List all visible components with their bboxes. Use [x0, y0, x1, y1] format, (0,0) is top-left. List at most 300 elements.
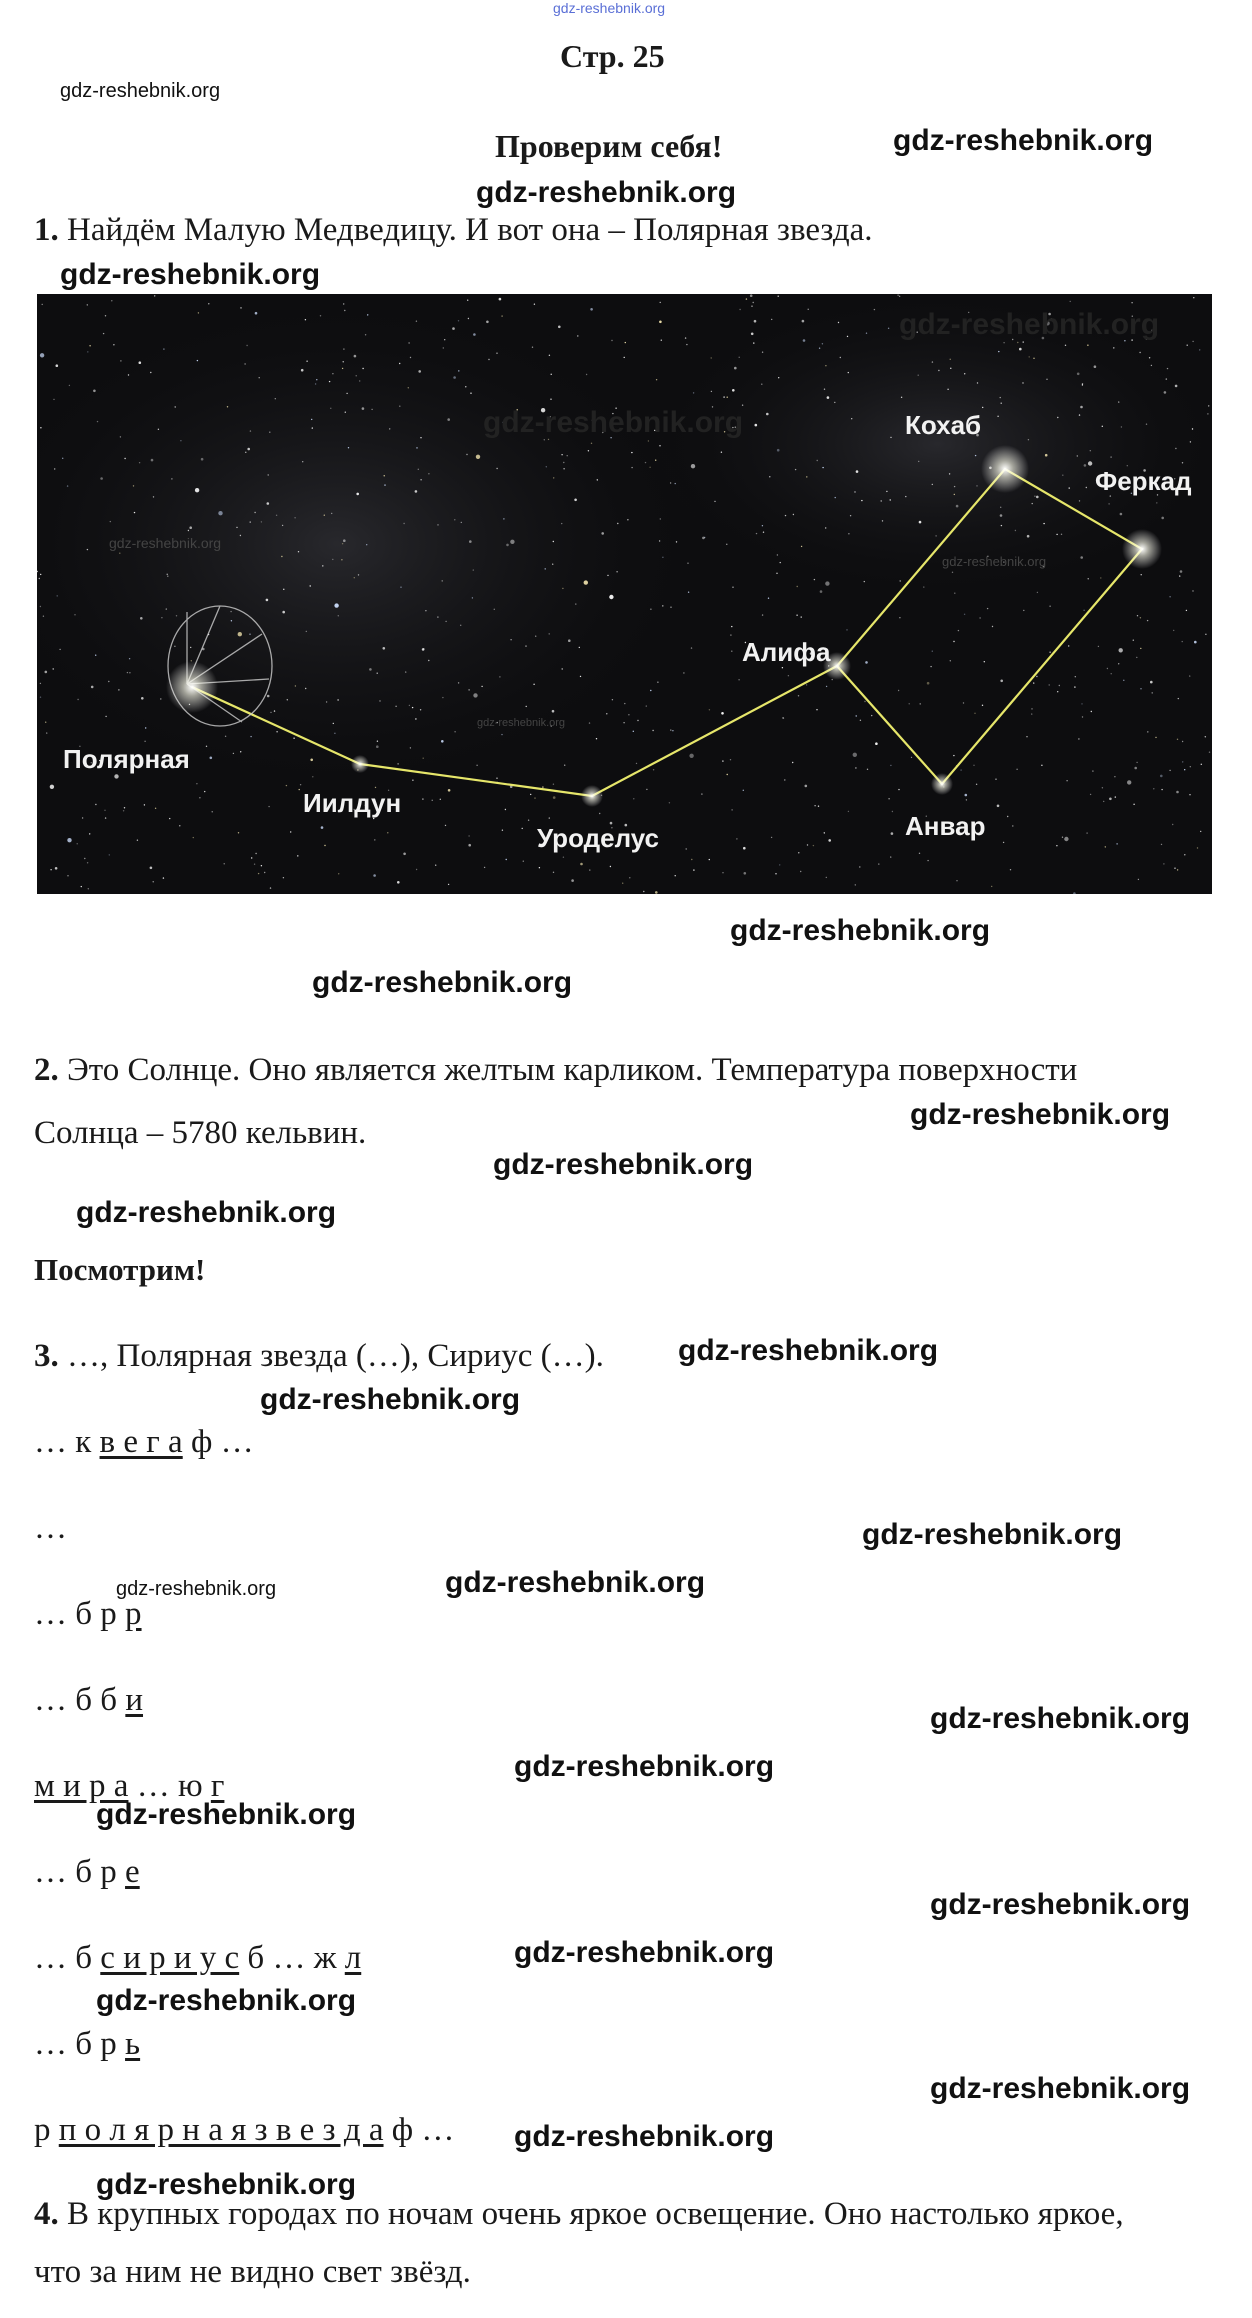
background-star [45, 671, 48, 674]
background-star [337, 699, 338, 700]
background-star [259, 377, 260, 378]
background-star [469, 540, 472, 543]
background-star [590, 308, 593, 311]
background-star [901, 397, 902, 398]
background-star [1070, 301, 1071, 302]
background-star [1182, 462, 1183, 463]
background-star [751, 333, 754, 336]
watermark: gdz-reshebnik.org [76, 1196, 337, 1229]
background-star [40, 697, 41, 698]
background-star [91, 686, 94, 689]
background-star [1134, 767, 1137, 770]
background-star [160, 698, 161, 699]
background-star [343, 539, 346, 542]
background-star [403, 523, 404, 524]
background-star [428, 473, 429, 474]
background-star [1110, 456, 1111, 457]
background-star [597, 479, 598, 480]
background-star [1077, 455, 1078, 456]
background-star [338, 615, 339, 616]
background-star [358, 574, 359, 575]
background-star [399, 406, 400, 407]
background-star [563, 462, 564, 463]
background-star [975, 455, 976, 456]
background-star [331, 513, 332, 514]
background-star [659, 540, 660, 541]
background-star [468, 844, 471, 847]
background-star [1141, 574, 1142, 575]
label-yildun: Иилдун [303, 788, 402, 818]
background-star [528, 820, 529, 821]
background-star [899, 617, 900, 618]
background-star [255, 853, 256, 854]
background-star [629, 877, 630, 878]
background-star [62, 458, 63, 459]
background-star [481, 686, 482, 687]
background-star [250, 736, 251, 737]
background-star [633, 731, 634, 732]
background-star [324, 515, 325, 516]
background-star [780, 562, 781, 563]
background-star [1108, 503, 1109, 504]
background-star [753, 302, 754, 303]
background-star [1121, 426, 1122, 427]
task-4-line-1 [34, 2196, 1124, 2233]
background-star [1065, 345, 1066, 346]
background-star [617, 523, 618, 524]
watermark: gdz-reshebnik.org [493, 1148, 754, 1181]
background-star [244, 363, 245, 364]
background-star [1152, 692, 1153, 693]
background-star [919, 521, 922, 524]
star-yildun [351, 755, 369, 773]
watermark: gdz-reshebnik.org [862, 1518, 1123, 1551]
background-star [1136, 657, 1137, 658]
background-star [127, 672, 128, 673]
background-star [633, 798, 634, 799]
background-star [1091, 711, 1092, 712]
background-star [825, 527, 826, 528]
watermark: gdz-reshebnik.org [930, 1888, 1191, 1921]
background-star [920, 703, 921, 704]
background-star [539, 867, 540, 868]
background-star [864, 581, 865, 582]
background-star [532, 347, 533, 348]
background-star [659, 445, 660, 446]
background-star [534, 304, 535, 305]
background-star [997, 805, 1000, 808]
background-star [545, 568, 546, 569]
background-star [473, 693, 477, 697]
background-star [1192, 428, 1193, 429]
background-star [1209, 752, 1210, 753]
background-star [266, 599, 269, 602]
background-star [824, 832, 825, 833]
background-star [817, 460, 818, 461]
background-star [169, 818, 170, 819]
background-star [245, 452, 246, 453]
background-star [441, 740, 444, 743]
background-star [987, 608, 988, 609]
background-star [105, 716, 106, 717]
background-star [522, 828, 523, 829]
background-star [1176, 791, 1179, 794]
background-star [326, 701, 327, 702]
background-star [1074, 686, 1075, 687]
background-star [95, 804, 96, 805]
background-star [312, 776, 313, 777]
star-urodelus [581, 785, 603, 807]
background-star [206, 746, 207, 747]
background-star [563, 857, 564, 858]
background-star [1174, 868, 1175, 869]
background-star [1017, 342, 1018, 343]
background-star [954, 486, 955, 487]
background-star [420, 709, 421, 710]
background-star [179, 825, 180, 826]
background-star [250, 521, 251, 522]
background-star [574, 499, 577, 502]
background-star [505, 809, 506, 810]
background-star [1090, 794, 1091, 795]
background-star [648, 440, 649, 441]
background-star [558, 326, 561, 329]
label-alifa: Алифа [742, 637, 831, 667]
background-star [476, 455, 480, 459]
background-star [190, 647, 191, 648]
label-kochab: Кохаб [905, 410, 982, 440]
watermark: gdz-reshebnik.org [445, 1566, 706, 1599]
background-star [778, 377, 779, 378]
background-star [1049, 606, 1050, 607]
background-star [1111, 673, 1112, 674]
background-star [898, 690, 899, 691]
background-star [727, 774, 728, 775]
background-star [949, 473, 950, 474]
background-star [932, 484, 933, 485]
background-star [624, 357, 625, 358]
background-star [1003, 842, 1004, 843]
background-star [1190, 441, 1191, 442]
background-star [782, 717, 783, 718]
background-star [334, 603, 338, 607]
background-star [270, 712, 271, 713]
background-star [1031, 713, 1032, 714]
letter-row: р п о л я р н а я з в е з д а ф … [34, 2112, 455, 2148]
background-star [87, 862, 88, 863]
background-star [409, 705, 410, 706]
background-star [1136, 762, 1137, 763]
page-title: Стр. 25 [560, 38, 665, 74]
background-star [1146, 424, 1147, 425]
background-star [778, 296, 779, 297]
background-star [825, 581, 829, 585]
background-star [1115, 796, 1116, 797]
background-star [771, 837, 772, 838]
background-star [954, 494, 955, 495]
background-star [806, 476, 807, 477]
background-star [166, 608, 167, 609]
background-star [636, 763, 637, 764]
background-star [553, 477, 554, 478]
background-star [379, 700, 380, 701]
background-star [1205, 634, 1206, 635]
background-star [50, 869, 51, 870]
background-star [440, 799, 441, 800]
background-star [40, 353, 44, 357]
background-star [267, 695, 270, 698]
background-star [283, 589, 284, 590]
background-star [486, 321, 489, 324]
background-star [1083, 610, 1084, 611]
background-star [1109, 798, 1112, 801]
background-star [596, 738, 597, 739]
background-star [693, 869, 694, 870]
task-1 [34, 212, 873, 249]
background-star [1189, 794, 1190, 795]
background-star [892, 811, 893, 812]
background-star [82, 817, 83, 818]
background-star [268, 806, 269, 807]
background-star [299, 789, 300, 790]
background-star [1056, 534, 1057, 535]
background-star [1172, 824, 1173, 825]
background-star [298, 551, 299, 552]
background-star [796, 615, 797, 616]
background-star [501, 315, 502, 316]
background-star [196, 783, 197, 784]
background-star [496, 778, 497, 779]
background-star [389, 428, 390, 429]
background-star [958, 630, 959, 631]
background-star [1133, 640, 1134, 641]
task-2-line-2: Солнца – 5780 кельвин. [34, 1115, 367, 1151]
background-star [133, 485, 134, 486]
background-star [139, 462, 140, 463]
background-star [730, 634, 731, 635]
background-star [329, 381, 330, 382]
background-star [384, 475, 385, 476]
background-star [793, 514, 794, 515]
background-star [777, 554, 778, 555]
background-star [1088, 461, 1092, 465]
background-star [824, 389, 825, 390]
background-star [346, 393, 347, 394]
background-star [472, 597, 473, 598]
background-star [675, 875, 676, 876]
background-star [552, 710, 555, 713]
background-star [399, 363, 400, 364]
background-star [828, 839, 831, 842]
background-star [643, 891, 644, 892]
background-star [137, 840, 138, 841]
background-star [848, 533, 849, 534]
background-star [1207, 413, 1208, 414]
background-star [366, 544, 367, 545]
background-star [788, 675, 789, 676]
background-star [701, 793, 702, 794]
background-star [785, 515, 786, 516]
background-star [886, 491, 887, 492]
background-star [646, 705, 647, 706]
background-star [1114, 776, 1115, 777]
background-star [67, 838, 71, 842]
background-star [1022, 382, 1023, 383]
background-star [918, 375, 919, 376]
background-star [384, 484, 385, 485]
background-star [95, 655, 96, 656]
background-star [1163, 863, 1164, 864]
background-star [354, 577, 355, 578]
background-star [362, 368, 363, 369]
background-star [270, 887, 271, 888]
background-star [956, 505, 959, 508]
letter-row: … [34, 1510, 67, 1546]
background-star [377, 673, 378, 674]
background-star [322, 565, 323, 566]
background-star [1178, 698, 1179, 699]
task-text: Найдём Малую Медведицу. И вот она – Полярная звезда. [67, 212, 873, 248]
background-star [435, 865, 436, 866]
background-star [1016, 769, 1017, 770]
background-star [1208, 405, 1209, 406]
background-star [499, 676, 500, 677]
background-star [523, 861, 524, 862]
background-star [333, 723, 334, 724]
background-star [964, 373, 965, 374]
background-star [998, 351, 999, 352]
background-star [437, 616, 438, 617]
background-star [412, 780, 413, 781]
label-anvar: Анвар [905, 811, 986, 841]
label-ferkad: Феркад [1095, 466, 1192, 496]
background-star [1088, 578, 1089, 579]
background-star [714, 501, 715, 502]
background-star [1102, 426, 1103, 427]
background-star [763, 532, 764, 533]
background-star [176, 615, 177, 616]
background-star [660, 302, 661, 303]
background-star [838, 322, 839, 323]
background-star [77, 843, 78, 844]
background-star [960, 769, 961, 770]
background-star [1160, 775, 1163, 778]
background-star [577, 335, 578, 336]
background-star [1201, 764, 1202, 765]
background-star [46, 732, 47, 733]
background-star [871, 715, 872, 716]
background-star [458, 320, 459, 321]
background-star [847, 336, 848, 337]
background-star [113, 344, 114, 345]
background-star [860, 720, 861, 721]
background-star [848, 372, 849, 373]
background-star [954, 593, 955, 594]
background-star [1049, 652, 1050, 653]
background-star [397, 763, 398, 764]
background-star [341, 559, 342, 560]
background-star [808, 309, 809, 310]
background-star [526, 706, 527, 707]
background-star [416, 447, 417, 448]
background-star [1123, 680, 1124, 681]
background-star [97, 421, 98, 422]
background-star [501, 734, 502, 735]
background-star [853, 753, 857, 757]
background-star [141, 697, 144, 700]
background-star [1131, 302, 1132, 303]
background-star [855, 884, 856, 885]
background-star [805, 785, 808, 788]
background-star [1161, 789, 1162, 790]
background-star [966, 799, 967, 800]
background-star [316, 379, 317, 380]
background-star [722, 760, 723, 761]
background-star [919, 853, 920, 854]
background-star [1027, 535, 1030, 538]
background-star [1015, 530, 1016, 531]
letter-row: … б р ь [34, 2026, 141, 2062]
background-star [822, 343, 823, 344]
background-star [345, 412, 346, 413]
background-star [1056, 845, 1057, 846]
background-star [691, 464, 695, 468]
background-star [782, 667, 783, 668]
background-star [685, 337, 686, 338]
background-star [1147, 731, 1148, 732]
background-star [57, 595, 58, 596]
background-star [124, 807, 125, 808]
background-star [297, 855, 298, 856]
background-star [238, 832, 239, 833]
background-star [343, 303, 344, 304]
background-star [923, 586, 924, 587]
background-star [43, 616, 44, 617]
background-star [553, 796, 556, 799]
background-star [89, 345, 90, 346]
background-star [448, 884, 449, 885]
background-star [466, 454, 467, 455]
background-star [890, 856, 891, 857]
background-star [247, 448, 250, 451]
background-star [1066, 780, 1067, 781]
background-star [743, 847, 746, 850]
background-star [670, 482, 671, 483]
background-star [158, 429, 159, 430]
watermark: gdz-reshebnik.org [899, 308, 1160, 341]
background-star [210, 757, 213, 760]
background-star [418, 469, 419, 470]
background-star [109, 854, 110, 855]
background-star [53, 399, 54, 400]
background-star [383, 647, 386, 650]
background-star [403, 853, 406, 856]
background-star [898, 789, 899, 790]
background-star [795, 469, 796, 470]
background-star [268, 474, 269, 475]
background-star [506, 544, 509, 547]
background-star [864, 701, 865, 702]
background-star [212, 811, 213, 812]
background-star [154, 295, 155, 296]
background-star [977, 382, 978, 383]
background-star [405, 671, 406, 672]
background-star [992, 626, 993, 627]
background-star [153, 881, 154, 882]
background-star [1087, 345, 1088, 346]
background-star [1113, 347, 1114, 348]
task-number: 2. [34, 1052, 59, 1088]
